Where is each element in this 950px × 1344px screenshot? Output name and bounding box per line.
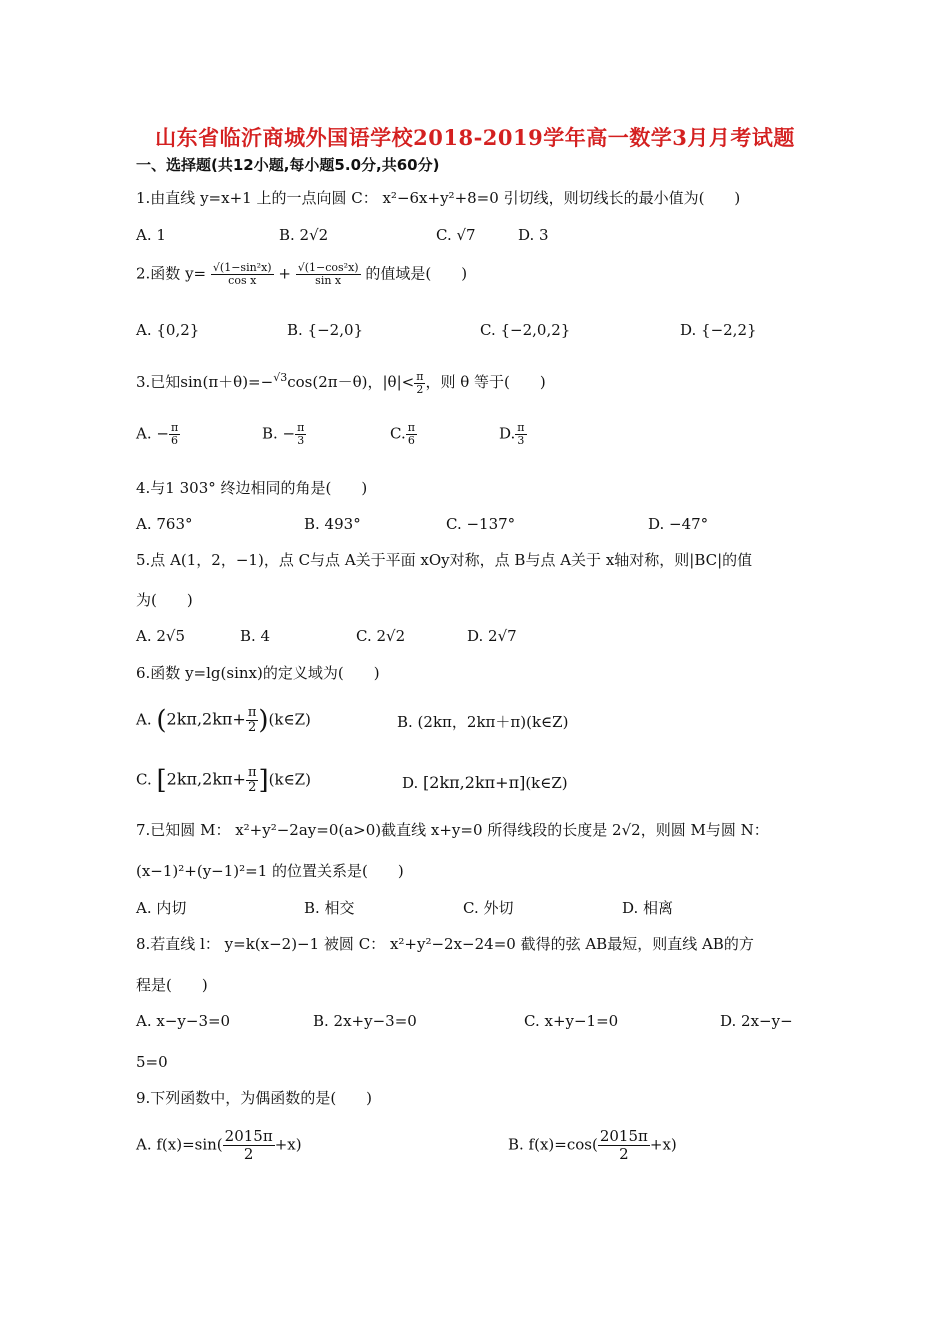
q9-b-post: +x): [649, 1135, 677, 1154]
question-7-stem-line-2: (x−1)²+(y−1)²=1 的位置关系是( ): [136, 862, 404, 880]
q9-a-post: +x): [274, 1135, 302, 1154]
q3-b-den: 3: [297, 434, 305, 447]
q3-pi2-num: π: [416, 369, 424, 383]
q3-d-num: π: [517, 421, 525, 434]
q5-option-a: A. 2√5: [136, 627, 186, 645]
q3-option-a: [136, 422, 180, 447]
q3-stem-post: ，则 θ 等于( ): [425, 373, 546, 391]
q9-a-den: 2: [243, 1145, 254, 1163]
q3-a-label: A. −: [136, 424, 169, 443]
q3-option-b: [262, 422, 306, 447]
q2-fraction-2: [296, 262, 361, 287]
question-4-stem: 4.与1 303° 终边相同的角是( ): [136, 479, 368, 497]
q2-fraction-1: [211, 262, 274, 287]
q2-stem-pre: 2.函数 y=: [136, 264, 207, 283]
q6-c-body: 2kπ,2kπ+: [166, 769, 246, 789]
q3-b-fraction: [295, 422, 306, 447]
q4-option-b: B. 493°: [304, 515, 361, 533]
q5-option-b: B. 4: [240, 627, 271, 645]
q2-option-b: B. {−2,0}: [287, 321, 364, 339]
q6-d-label: D.: [402, 774, 419, 792]
q2-plus: +: [278, 264, 291, 283]
q1-option-d: D. 3: [518, 226, 549, 244]
q3-c-label: C.: [390, 424, 406, 443]
q7-option-b: B. 相交: [304, 899, 355, 917]
q3-b-label: B. −: [262, 424, 296, 443]
q8-option-c: C. x+y−1=0: [524, 1012, 619, 1030]
q3-stem-mid: cos(2π－θ)，|θ|<: [287, 373, 415, 391]
q6-option-b: B. (2kπ，2kπ＋π)(k∈Z): [397, 713, 569, 731]
q6-c-tail: (k∈Z): [268, 770, 311, 789]
q3-pi2-den: 2: [416, 382, 424, 396]
q8-option-d: D. 2x−y−: [720, 1012, 793, 1030]
q2-option-d: D. {−2,2}: [680, 321, 757, 339]
q2-f1-num: √(1−sin²x): [212, 261, 272, 274]
question-7-stem-line-1: 7.已知圆 M： x²+y²−2ay=0(a>0)截直线 x+y=0 所得线段的长度是 2√2，则圆 M与圆 N：: [136, 821, 769, 839]
q2-f2-num: √(1−cos²x): [297, 261, 359, 274]
q2-option-a: A. {0,2}: [136, 321, 200, 339]
q9-option-a: [136, 1128, 302, 1163]
q3-sqrt3: √3: [273, 371, 288, 384]
q6-c-label: C.: [136, 770, 152, 789]
q6-d-body: [2kπ,2kπ+π]: [423, 773, 526, 792]
q6-a-den: 2: [247, 720, 257, 735]
q9-b-fraction: [598, 1128, 650, 1163]
q6-c-left-bracket: [: [156, 765, 167, 796]
question-2-stem: [136, 262, 467, 287]
q3-d-label: D.: [499, 424, 516, 443]
q6-c-fraction: [246, 766, 259, 795]
q9-b-num: 2015π: [599, 1127, 648, 1145]
q1-option-b: B. 2√2: [279, 226, 329, 244]
q3-a-num: π: [170, 421, 179, 434]
q6-c-den: 2: [248, 780, 257, 795]
q3-option-d: [499, 422, 527, 447]
q3-c-num: π: [407, 421, 415, 434]
q9-a-pre: A. f(x)=sin(: [136, 1135, 223, 1154]
q8-option-b: B. 2x+y−3=0: [313, 1012, 417, 1030]
q2-stem-post: 的值域是( ): [365, 264, 468, 283]
q3-stem-pre: 3.已知sin(π＋θ)=−: [136, 373, 274, 391]
q3-a-den: 6: [171, 434, 179, 447]
q3-option-c: [390, 422, 417, 447]
q3-d-fraction: [515, 422, 526, 447]
question-3-stem: [136, 368, 546, 396]
q4-option-d: D. −47°: [648, 515, 709, 533]
q6-a-tail: (k∈Z): [268, 710, 311, 729]
q1-option-a: A. 1: [136, 226, 166, 244]
q6-option-d: [402, 773, 568, 793]
q5-option-d: D. 2√7: [467, 627, 517, 645]
q3-c-den: 6: [407, 434, 415, 447]
question-8-stem-line-1: 8.若直线 l： y=k(x−2)−1 被圆 C： x²+y²−2x−24=0 截得的弦 AB最短，则直线 AB的方: [136, 935, 754, 953]
q6-a-num: π: [247, 705, 257, 720]
q9-option-b: [508, 1128, 677, 1163]
q2-f2-den: sin x: [315, 274, 342, 287]
q3-b-num: π: [297, 421, 305, 434]
q1-option-c: C. √7: [436, 226, 476, 244]
q6-a-fraction: [246, 706, 259, 735]
q4-option-c: C. −137°: [446, 515, 516, 533]
q7-option-d: D. 相离: [622, 899, 674, 917]
q7-option-a: A. 内切: [136, 899, 187, 917]
q6-c-num: π: [247, 765, 257, 780]
question-1-stem: 1.由直线 y=x+1 上的一点向圆 C： x²−6x+y²+8=0 引切线，则切线长的最小值为( ): [136, 189, 741, 207]
q6-option-c: [136, 766, 311, 795]
question-5-stem-line-2: 为( ): [136, 591, 193, 609]
q9-a-fraction: [223, 1128, 275, 1163]
q9-b-pre: B. f(x)=cos(: [508, 1135, 598, 1154]
q5-option-c: C. 2√2: [356, 627, 406, 645]
q9-b-den: 2: [619, 1145, 629, 1163]
q8-option-d-continued: 5=0: [136, 1053, 168, 1071]
question-6-stem: 6.函数 y=lg(sinx)的定义域为( ): [136, 664, 380, 682]
q6-a-right-bracket: ): [258, 705, 269, 736]
q3-d-den: 3: [517, 434, 525, 447]
q7-option-c: C. 外切: [463, 899, 514, 917]
q3-a-fraction: [169, 422, 180, 447]
q6-d-tail: (k∈Z): [525, 774, 568, 792]
q9-a-num: 2015π: [224, 1127, 273, 1145]
question-9-stem: 9.下列函数中，为偶函数的是( ): [136, 1089, 373, 1107]
q6-a-left-bracket: (: [156, 705, 167, 736]
q6-a-body: 2kπ,2kπ+: [166, 709, 246, 729]
q2-f1-den: cos x: [228, 274, 257, 287]
q2-option-c: C. {−2,0,2}: [480, 321, 571, 339]
page-title: 山东省临沂商城外国语学校2018-2019学年高一数学3月月考试题: [155, 125, 795, 150]
q8-option-a: A. x−y−3=0: [136, 1012, 231, 1030]
q6-option-a: [136, 706, 311, 735]
q6-a-label: A.: [136, 710, 152, 729]
question-8-stem-line-2: 程是( ): [136, 976, 208, 994]
question-5-stem-line-1: 5.点 A(1，2，−1)，点 C与点 A关于平面 xOy对称，点 B与点 A关于 x轴对称，则|BC|的值: [136, 551, 753, 569]
q6-c-right-bracket: ]: [258, 765, 269, 796]
q3-c-fraction: [406, 422, 417, 447]
section-heading: 一、选择题(共12小题,每小题5.0分,共60分): [136, 156, 440, 174]
q3-pi-over-2: [414, 371, 425, 396]
q4-option-a: A. 763°: [136, 515, 193, 533]
